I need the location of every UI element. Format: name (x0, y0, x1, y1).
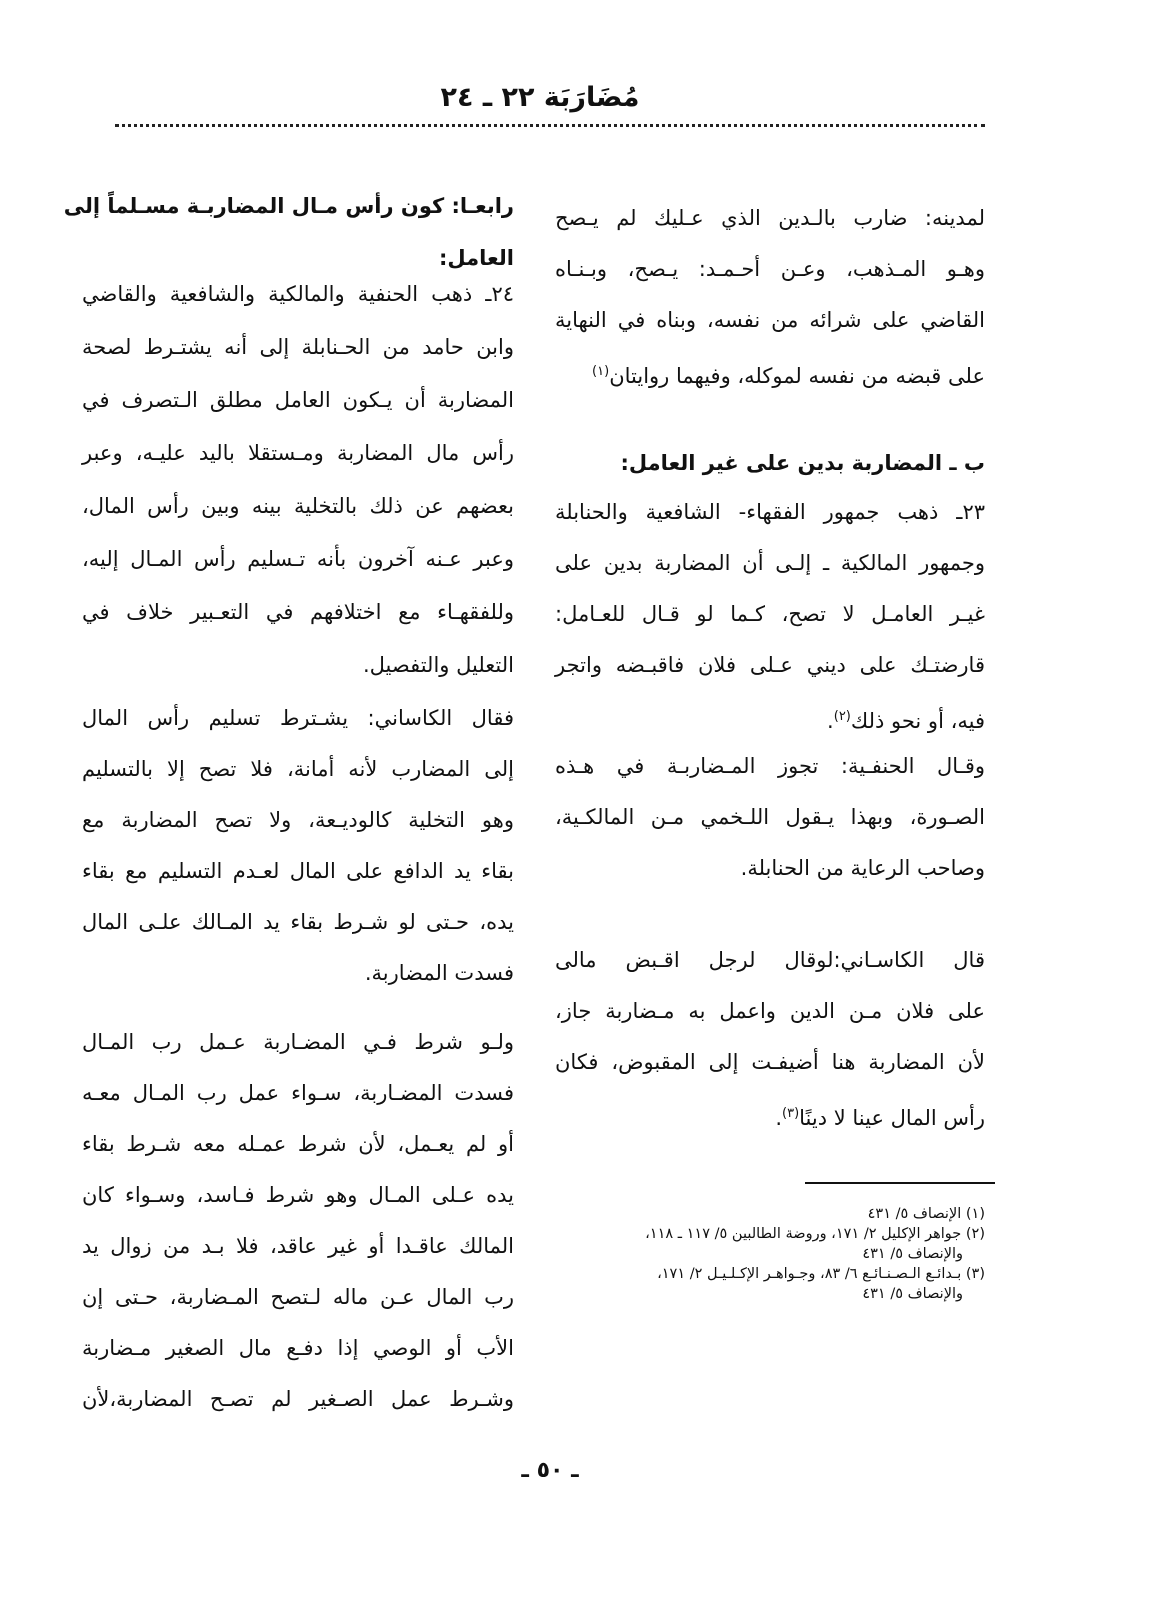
text-line: العامل: (439, 246, 514, 270)
text-line: أو لم يعـمل، لأن شرط عمـله معه شـرط بقاء (82, 1132, 514, 1156)
footnote-line: (١) الإنصاف ٥/ ٤٣١ (867, 1206, 985, 1222)
text-line: المالك عاقـدا أو غير عاقد، فلا بـد من زوال يد (82, 1234, 514, 1258)
text-line: ب ـ المضاربة بدين على غير العامل: (620, 451, 985, 475)
page-number: ـ ٥٠ ـ (521, 1458, 579, 1483)
text-line: التعليل والتفصيل. (362, 653, 514, 677)
paragraph (82, 693, 514, 999)
text-line: وعبر عـنه آخرون بأنه تـسليم رأس المـال إليه، (82, 547, 514, 571)
text-line: وجمهور المالكية ـ إلـى أن المضاربة بدين على (555, 551, 985, 575)
text-line: فسدت المضاربة. (364, 961, 514, 985)
text-line: بقاء يد الدافع على المال لعـدم التسليم مع بقاء (82, 859, 514, 883)
text-line: الأب أو الوصي إذا دفـع مال الصغير مـضاربة (82, 1336, 514, 1360)
text-line: قارضتـك على ديني عـلى فلان فاقبـضه واتجر (555, 653, 985, 677)
page-title: مُضَارَبَة ٢٢ ـ ٢٤ (440, 82, 640, 113)
paragraph (555, 487, 985, 747)
text-line: رابعـا: كون رأس مـال المضاربـة مسـلماً إلى (63, 194, 514, 218)
text-line: رأس المال عينا لا دينًا$^{(٣)}$. (775, 1106, 985, 1130)
text-line: قال الكاسـاني:لوقال لرجل اقـبض مالى (555, 948, 985, 972)
text-line: غيـر العامـل لا تصح، كـما لو قـال للعـامل: (555, 602, 985, 626)
text-line: فيه، أو نحو ذلك$^{(٢)}$. (827, 709, 985, 733)
text-line: فسدت المضـاربة، سـواء عمل رب المـال معـه (82, 1081, 514, 1105)
footnote-ref: (٣) (782, 1106, 800, 1121)
text-line: إلى المضارب لأنه أمانة، فلا تصح إلا بالتسليم (82, 757, 514, 781)
text-line: وقـال الحنفـية: تجوز المـضاربـة في هـذه (555, 754, 985, 778)
text-line: يده، حـتى لو شـرط بقاء يد المـالك علـى المال (82, 910, 514, 934)
text-line: رأس مال المضاربة ومـستقلا باليد عليـه، وعبر (82, 441, 514, 465)
text-line: بعضهم عن ذلك بالتخلية بينه وبين رأس المال، (82, 494, 514, 518)
footnotes (555, 1204, 985, 1304)
footnote-line: والإنصاف ٥/ ٤٣١ (862, 1246, 963, 1262)
section-heading (555, 438, 985, 489)
text-line: ٢٤ـ ذهب الحنفية والمالكية والشافعية والقاضي (82, 282, 514, 306)
paragraph (555, 193, 985, 402)
text-line: الصـورة، وبهذا يـقول اللـخمي مـن المالكـية، (555, 805, 985, 829)
text-line: وابن حامد من الحـنابلة إلى أنه يشتـرط لصحة (82, 335, 514, 359)
text-line: وشـرط عمل الصـغير لم تصـح المضاربة،لأن (82, 1387, 514, 1411)
footnote-line: (٢) جواهر الإكليل ٢/ ١٧١، وروضة الطالبين ٥/ ١١٧ ـ ١١٨، (645, 1226, 985, 1242)
paragraph (82, 268, 514, 692)
paragraph (555, 741, 985, 894)
text-line: المضاربة أن يـكون العامل مطلق الـتصرف في (82, 388, 514, 412)
text-line: وللفقهـاء مع اختلافهم في التعـبير خلاف في (82, 600, 514, 624)
text-line: لمدينه: ضارب بالـدين الذي عـليك لم يـصح (555, 206, 985, 230)
text-line: وهو التخلية كالوديـعة، ولا تصح المضاربة مع (82, 808, 514, 832)
text-line: لأن المضاربة هنا أضيفـت إلى المقبوض، فكان (555, 1050, 985, 1074)
paragraph (555, 935, 985, 1144)
footnote-line: (٣) بـدائـع الـصـنـائـع ٦/ ٨٣، وجـواهـر الإكـلـيـل ٢/ ١٧١، (657, 1266, 985, 1282)
text-line: وصاحب الرعاية من الحنابلة. (740, 856, 985, 880)
footnote-ref: (٢) (833, 709, 851, 724)
text-line: القاضي على شرائه من نفسه، وبناه في النهاية (555, 308, 985, 332)
text-line: فقال الكاساني: يشـترط تسليم رأس المال (82, 706, 514, 730)
footnote-ref: (١) (592, 364, 610, 379)
footnote-line: والإنصاف ٥/ ٤٣١ (862, 1286, 963, 1302)
header-divider (115, 124, 985, 127)
text-line: وهـو المـذهب، وعـن أحـمـد: يـصح، وبـنـاه (555, 257, 985, 281)
text-line: على قبضه من نفسه لموكله، وفيهما روايتان$^{(١)}$ (592, 364, 985, 388)
paragraph (82, 1017, 514, 1425)
text-line: ٢٣ـ ذهب جمهور الفقهاء- الشافعية والحنابلة (555, 500, 985, 524)
text-line: ولـو شرط فـي المضـاربة عـمل رب المـال (82, 1030, 514, 1054)
footnote-divider (805, 1182, 995, 1184)
text-line: رب المال عـن ماله لـتصح المـضاربة، حـتى إن (82, 1285, 514, 1309)
text-line: يده عـلى المـال وهو شرط فـاسد، وسـواء كان (82, 1183, 514, 1207)
text-line: على فلان مـن الدين واعمل به مـضاربة جاز، (555, 999, 985, 1023)
